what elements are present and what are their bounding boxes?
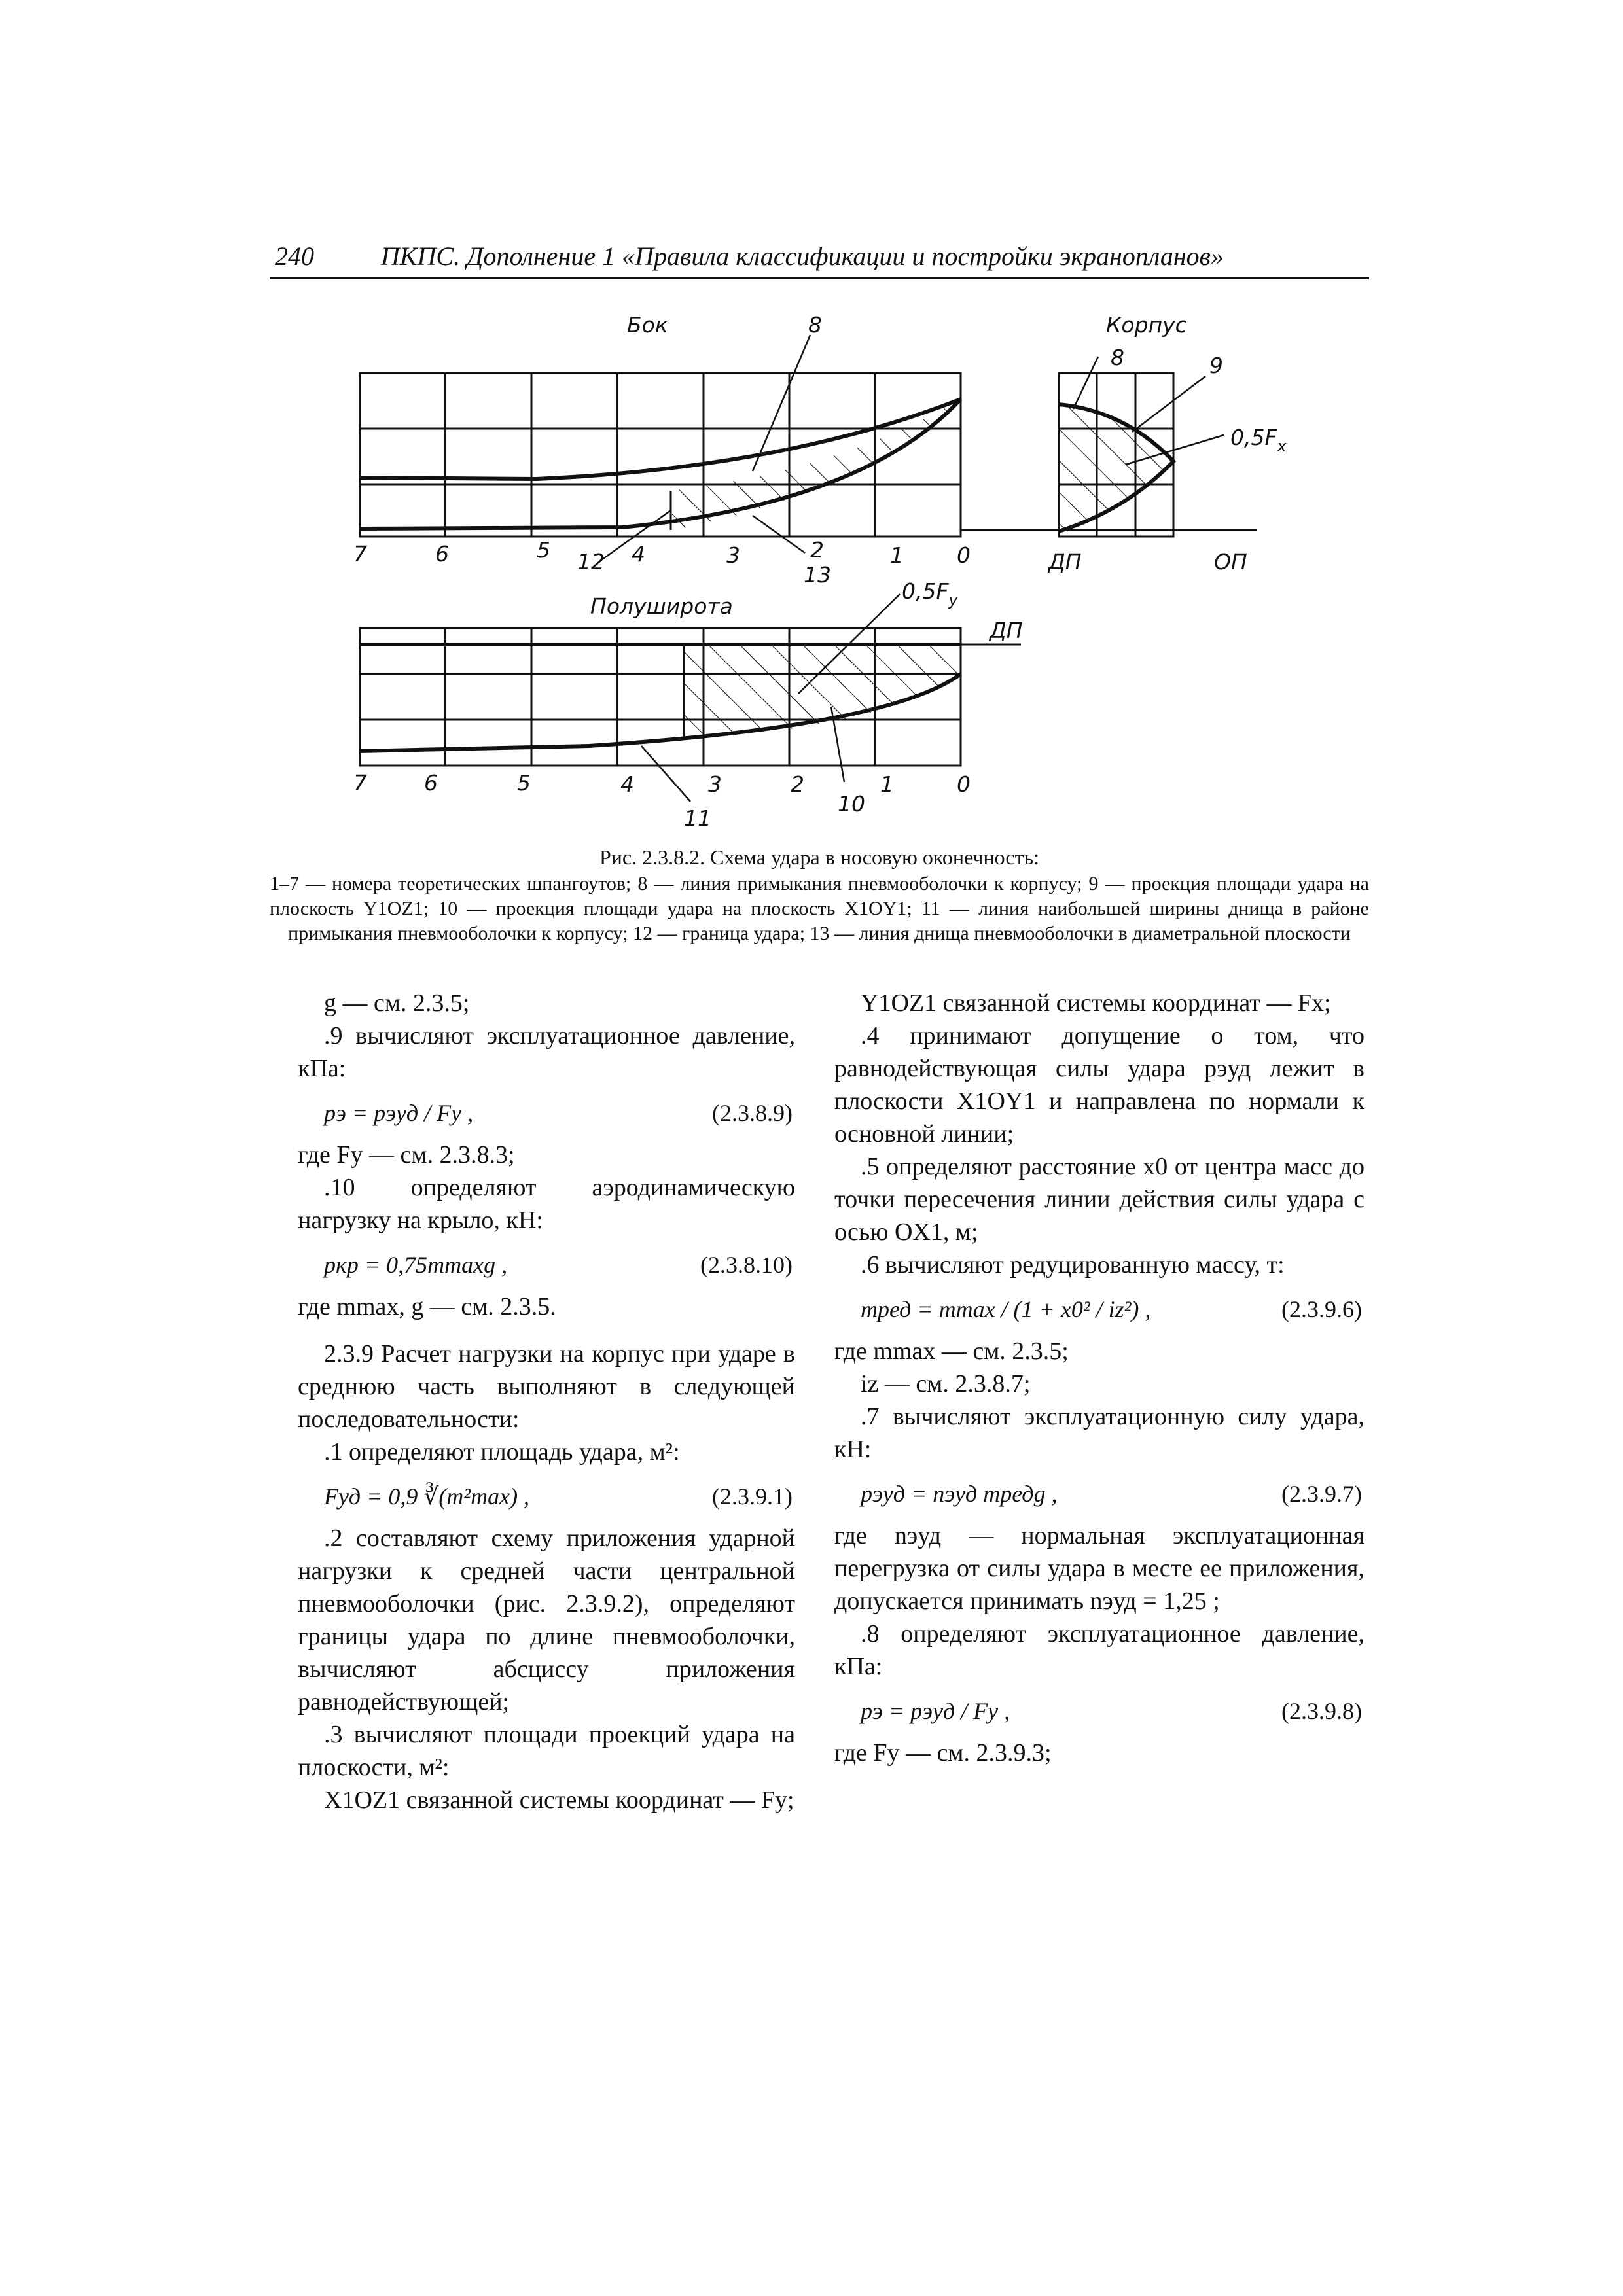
paragraph: .8 определяют эксплуатационное давление, кПа:	[834, 1620, 1364, 1680]
figure-caption	[270, 843, 1369, 946]
equation	[298, 1242, 795, 1285]
page-number: 240	[275, 241, 314, 271]
svg-text:5: 5	[517, 770, 531, 796]
station-labels-bottom	[353, 770, 971, 797]
paragraph: .3 вычисляют площади проекций удара на плоскости, м²:	[298, 1721, 795, 1781]
caption-text: 1–7 — номера теоретических шпангоутов; 8 — линия примыкания пневмооболочки к корпусу; 9 — проекция площади удара на плоскость Y1OZ1; 10 — проекция площади удара на плоскость X1OY1; 11 — линия наибольшей ширины днища в районе примыкания пневмооболочки к корпусу; 12 — граница удара; 13 — линия днища пневмооболочки в диаметральной плоскости	[270, 873, 1369, 944]
svg-text:1: 1	[880, 771, 894, 797]
right-column	[834, 987, 1364, 1769]
paragraph: .6 вычисляют редуцированную массу, т:	[861, 1251, 1285, 1279]
formula: pэуд = nэуд mредg ,	[861, 1481, 1058, 1507]
svg-text:7: 7	[353, 770, 367, 796]
svg-text:7: 7	[353, 541, 367, 567]
paragraph: .4 принимают допущение о том, что равнодействующая силы удара pэуд лежит в плоскости X1OY1 и направлена по нормали к основной линии;	[834, 1022, 1364, 1148]
equation-number: (2.3.9.1)	[712, 1483, 793, 1510]
svg-text:5: 5	[537, 537, 550, 563]
svg-text:6: 6	[435, 541, 449, 567]
svg-text:1: 1	[890, 542, 904, 568]
label-10: 10	[838, 791, 865, 817]
label-op: ОП	[1214, 549, 1247, 574]
label-9: 9	[1209, 353, 1223, 378]
paragraph: где nэуд — нормальная эксплуатационная перегрузка от силы удара в месте ее приложения, допускается принимать nэуд = 1,25 ;	[834, 1522, 1364, 1615]
equation-number: (2.3.9.7)	[1281, 1481, 1362, 1507]
formula: Fуд = 0,9 ∛(m²max) ,	[324, 1483, 530, 1510]
equation-number: (2.3.9.6)	[1281, 1296, 1362, 1322]
paragraph: где mmax, g — см. 2.3.5.	[298, 1293, 556, 1320]
label-8-body: 8	[1111, 345, 1124, 370]
formula: mред = mmax / (1 + x0² / iz²) ,	[861, 1296, 1151, 1322]
paragraph: .10 определяют аэродинамическую нагрузку на крыло, кН:	[298, 1174, 795, 1234]
label-fx: $0,5F_x$	[1230, 425, 1287, 455]
svg-text:6: 6	[424, 770, 438, 796]
side-view-curves	[360, 399, 961, 529]
paragraph: g — см. 2.3.5;	[324, 989, 470, 1017]
label-dp-plan: ДП	[990, 618, 1023, 643]
equation-number: (2.3.9.8)	[1281, 1698, 1362, 1724]
section-heading-paragraph: 2.3.9 Расчет нагрузки на корпус при ударе в среднюю часть выполняют в следующей последовательности:	[298, 1340, 795, 1433]
label-polushirota: Полуширота	[590, 593, 733, 619]
paragraph: .1 определяют площадь удара, м²:	[324, 1438, 680, 1466]
svg-text:3: 3	[726, 542, 740, 568]
svg-text:3: 3	[708, 771, 722, 797]
equation	[834, 1471, 1364, 1514]
paragraph: .2 составляют схему приложения ударной нагрузки к средней части центральной пневмооболочки (рис. 2.3.9.2), определяют границы удара по длине пневмооболочки, вычисляют абсциссу приложения равнодействующей;	[298, 1525, 795, 1716]
paragraph: где mmax — см. 2.3.5;	[834, 1337, 1069, 1365]
equation	[834, 1286, 1364, 1330]
label-12: 12	[577, 549, 605, 574]
label-8-side: 8	[808, 312, 822, 338]
running-title: ПКПС. Дополнение 1 «Правила классификации и постройки экранопланов»	[381, 241, 1224, 271]
label-dp-top: ДП	[1048, 549, 1082, 574]
paragraph: Y1OZ1 связанной системы координат — Fx;	[861, 989, 1331, 1017]
paragraph: X1OZ1 связанной системы координат — Fy;	[324, 1786, 794, 1814]
station-labels-top	[353, 537, 971, 568]
formula: pэ = pэуд / Fy ,	[324, 1100, 474, 1126]
equation-number: (2.3.8.10)	[700, 1252, 793, 1278]
label-korpus: Корпус	[1106, 312, 1187, 338]
paragraph: .9 вычисляют эксплуатационное давление, кПа:	[298, 1022, 795, 1082]
left-column	[298, 987, 795, 1816]
equation	[298, 1474, 795, 1517]
label-fy: $0,5F_y$	[902, 578, 958, 609]
caption-title: Рис. 2.3.8.2. Схема удара в носовую оконечность:	[599, 845, 1040, 869]
figure-hull-impact	[0, 0, 1623, 844]
paragraph: .5 определяют расстояние x0 от центра масс до точки пересечения линии действия силы удара с осью OX1, м;	[834, 1153, 1364, 1246]
paragraph: где Fy — см. 2.3.9.3;	[834, 1739, 1052, 1767]
svg-text:2: 2	[810, 537, 824, 563]
paragraph: iz — см. 2.3.8.7;	[861, 1370, 1031, 1398]
svg-text:0: 0	[957, 542, 971, 568]
label-bok: Бок	[627, 312, 668, 338]
equation	[834, 1688, 1364, 1731]
equation-number: (2.3.8.9)	[712, 1100, 793, 1126]
equation	[298, 1090, 795, 1133]
paragraph: .7 вычисляют эксплуатационную силу удара, кН:	[834, 1403, 1364, 1463]
formula: pкр = 0,75mmaxg ,	[324, 1252, 508, 1278]
svg-text:0: 0	[957, 771, 971, 797]
label-13: 13	[804, 562, 831, 588]
label-11: 11	[684, 805, 711, 831]
paragraph: где Fy — см. 2.3.8.3;	[298, 1141, 515, 1169]
formula: pэ = pэуд / Fy ,	[861, 1698, 1010, 1724]
svg-text:4: 4	[620, 771, 634, 797]
svg-text:2: 2	[791, 771, 804, 797]
svg-text:4: 4	[632, 541, 645, 567]
impact-area-body-hatch	[1059, 393, 1183, 537]
